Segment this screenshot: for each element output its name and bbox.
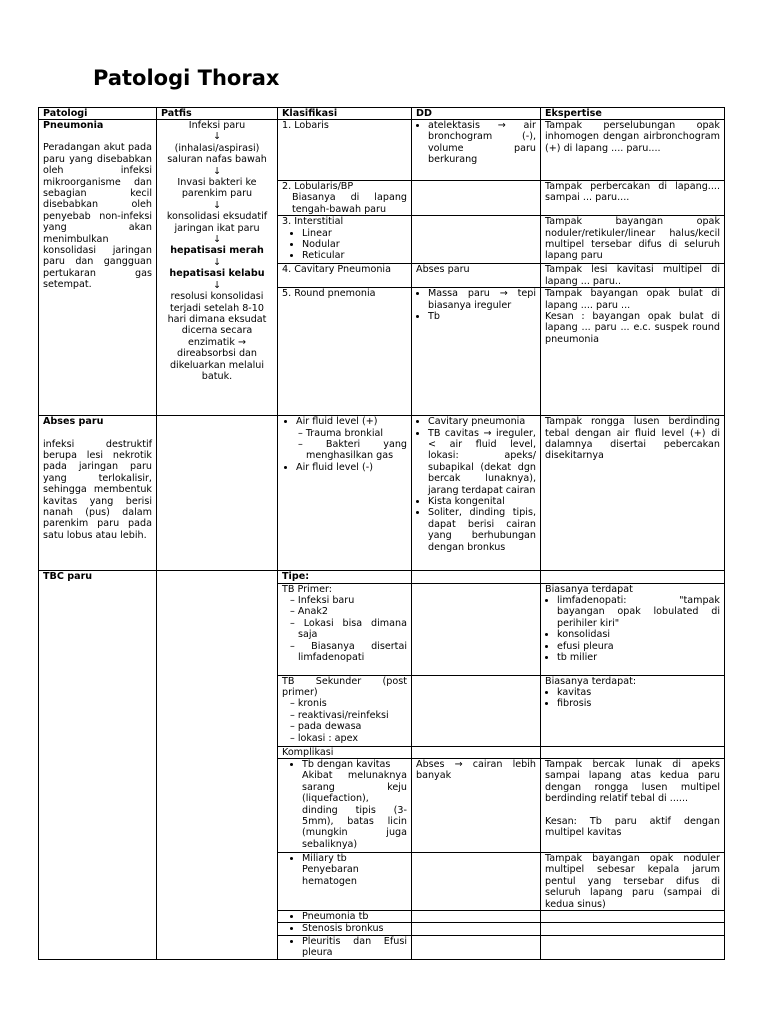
ekspertise-cell (541, 759, 725, 853)
list-item: • kavitas (557, 687, 720, 698)
header-klasifikasi: Klasifikasi (278, 108, 412, 120)
klasifikasi-cell (278, 759, 412, 853)
klasifikasi-cell: Tipe: (278, 571, 412, 583)
dd-cell (412, 675, 541, 746)
list-item: • Tb (428, 311, 536, 322)
list-item: • limfadenopati: "tampak bayangan opak lobulated di perihiler kiri" (557, 595, 720, 629)
dd-cell (412, 853, 541, 911)
klasifikasi-cell (278, 853, 412, 911)
ekspertise-kesan: Kesan : bayangan opak bulat di lapang ... paru ... e.c. suspek round pneumonia (545, 311, 720, 345)
dd-cell (412, 583, 541, 675)
list-item: • Stenosis bronkus (302, 923, 407, 934)
list-item: – kronis (298, 698, 407, 709)
klasifikasi-cell: 1. Lobaris (278, 120, 412, 181)
list-item: – Bakteri yang menghasilkan gas (306, 439, 407, 462)
list-item: • Massa paru → tepi biasanya ireguler (428, 288, 536, 311)
dd-cell (412, 571, 541, 583)
header-patfis: Patfis (157, 108, 278, 120)
klasifikasi-label: 3. Interstitial (282, 216, 344, 228)
list-item: • Pneumonia tb (302, 911, 407, 922)
header-dd: DD (412, 108, 541, 120)
ekspertise-cell (541, 746, 725, 758)
ekspertise-cell (541, 935, 725, 959)
klasifikasi-cell (278, 416, 412, 571)
arrow-down-icon: ↓ (212, 234, 222, 246)
list-item: – lokasi : apex (298, 733, 407, 744)
arrow-down-icon: ↓ (212, 256, 222, 268)
patfis-step: (inhalasi/aspirasi) saluran nafas bawah (167, 142, 267, 166)
ekspertise-cell (541, 288, 725, 416)
ekspertise-cell: Tampak bayangan opak noduler/retikuler/linear halus/kecil multipel tersebar difus di seluruh lapang paru (541, 216, 725, 264)
list-item: • Nodular (302, 239, 407, 250)
klasifikasi-cell: Komplikasi (278, 746, 412, 758)
klasifikasi-cell (278, 181, 412, 216)
tbc-cell (39, 571, 157, 959)
dd-cell (412, 216, 541, 264)
tbc-name: TBC paru (43, 571, 93, 583)
dd-cell: Abses paru (412, 264, 541, 288)
pneumonia-patfis (157, 120, 278, 416)
list-item: • efusi pleura (557, 641, 720, 652)
list-item (302, 759, 407, 850)
header-ekspertise: Ekspertise (541, 108, 725, 120)
klasifikasi-label: TB Primer: (282, 583, 332, 595)
klasifikasi-label: 2. Lobularis/BP (282, 181, 354, 192)
table-header-row (39, 108, 725, 120)
list-item: – Biasanya disertai limfadenopati (298, 641, 407, 664)
arrow-down-icon: ↓ (212, 165, 222, 177)
list-item: • Cavitary pneumonia (428, 416, 536, 427)
ekspertise-cell: Tampak lesi kavitasi multipel di lapang ... paru.. (541, 264, 725, 288)
klasifikasi-cell (278, 675, 412, 746)
list-item-label: Miliary tb (302, 853, 347, 865)
dd-cell: Abses → cairan lebih banyak (412, 759, 541, 853)
dd-cell (412, 120, 541, 181)
table-row (39, 571, 725, 583)
abses-cell (39, 416, 157, 571)
list-item: • Kista kongenital (428, 496, 536, 507)
ekspertise-cell (541, 571, 725, 583)
dd-cell (412, 288, 541, 416)
ekspertise-text: Biasanya terdapat (545, 583, 633, 595)
ekspertise-cell (541, 583, 725, 675)
list-item (296, 416, 407, 462)
abses-patfis (157, 416, 278, 571)
list-item: – reaktivasi/reinfeksi (298, 710, 407, 721)
ekspertise-text: Tampak bayangan opak bulat di lapang .... paru ... (545, 288, 720, 311)
list-item: – Trauma bronkial (306, 428, 407, 439)
pneumonia-name: Pneumonia (43, 120, 104, 131)
ekspertise-cell: Tampak rongga lusen berdinding tebal dengan air fluid level (+) di dalamnya disertai pebercakan disekitarnya (541, 416, 725, 571)
pathology-table (38, 107, 725, 960)
list-item-desc: Akibat melunaknya sarang keju (liquefaction), dinding tipis (3-5mm), batas licin (mungkin juga sebaliknya) (302, 770, 407, 850)
table-row (39, 416, 725, 571)
pneumonia-cell (39, 120, 157, 416)
ekspertise-cell (541, 911, 725, 923)
dd-cell (412, 181, 541, 216)
arrow-down-icon: ↓ (212, 199, 222, 211)
list-item: • Pleuritis dan Efusi pleura (302, 936, 407, 959)
klasifikasi-cell (278, 583, 412, 675)
list-item: • tb milier (557, 652, 720, 663)
dd-cell (412, 923, 541, 935)
list-item: • atelektasis → air bronchogram (-), volume paru berkurang (428, 120, 536, 166)
arrow-down-icon: ↓ (212, 131, 222, 143)
patfis-step: resolusi konsolidasi terjadi setelah 8-10 hari dimana eksudat dicerna secara enzimatik → direabsorbsi dan dikeluarkan melalui batuk. (167, 291, 267, 382)
abses-name: Abses paru (43, 416, 104, 428)
list-item-label: Tb dengan kavitas (302, 759, 391, 771)
ekspertise-kesan: Kesan: Tb paru aktif dengan multipel kavitas (545, 815, 720, 839)
list-item: • konsolidasi (557, 629, 720, 640)
table-row (39, 120, 725, 181)
list-item: • Air fluid level (-) (296, 462, 407, 473)
dd-cell (412, 935, 541, 959)
list-item (302, 853, 407, 887)
header-patologi: Patologi (39, 108, 157, 120)
ekspertise-text: Biasanya terdapat: (545, 675, 637, 687)
ekspertise-cell (541, 675, 725, 746)
klasifikasi-label: TB Sekunder (post primer) (282, 675, 407, 699)
list-item: – Anak2 (298, 606, 407, 617)
klasifikasi-note: Biasanya di lapang tengah-bawah paru (292, 192, 407, 215)
patfis-step: hepatisasi kelabu (169, 268, 265, 280)
list-item: • fibrosis (557, 698, 720, 709)
klasifikasi-cell (278, 923, 412, 935)
list-item: – Infeksi baru (298, 595, 407, 606)
klasifikasi-cell (278, 216, 412, 264)
ekspertise-cell: Tampak perbercakan di lapang.... sampai ... paru.... (541, 181, 725, 216)
list-item: – pada dewasa (298, 721, 407, 732)
dd-cell (412, 746, 541, 758)
list-item: • Soliter, dinding tipis, dapat berisi cairan yang berhubungan dengan bronkus (428, 507, 536, 553)
ekspertise-text: Tampak bercak lunak di apeks sampai lapang atas kedua paru dengan rongga lusen multipel berdinding relatif tebal di ...... (545, 759, 720, 805)
klasifikasi-cell (278, 911, 412, 923)
tbc-patfis (157, 571, 278, 959)
pneumonia-desc: Peradangan akut pada paru yang disebabkan oleh infeksi mikroorganisme dan sebagian kecil disebabkan oleh penyebab non-infeksi yang akan menimbulkan konsolidasi jaringan paru dan gangguan pertukaran gas setempat. (43, 142, 152, 291)
ekspertise-cell: Tampak bayangan opak noduler multipel sebesar kepala jarum pentul yang tersebar difus di seluruh lapang paru (sampai di kedua sinus) (541, 853, 725, 911)
list-item: • TB cavitas → ireguler, < air fluid level, lokasi: apeks/ subapikal (dekat dgn bercak lunaknya), jarang terdapat cairan (428, 428, 536, 496)
patfis-step: hepatisasi merah (170, 245, 264, 257)
klasifikasi-cell (278, 935, 412, 959)
list-item: – Lokasi bisa dimana saja (298, 618, 407, 641)
page-title: Patologi Thorax (93, 66, 280, 90)
patfis-step: Infeksi paru (188, 120, 246, 131)
dd-cell (412, 416, 541, 571)
list-item-desc: Penyebaran hematogen (302, 864, 359, 887)
dd-cell (412, 911, 541, 923)
arrow-down-icon: ↓ (212, 279, 222, 291)
abses-desc: infeksi destruktif berupa lesi nekrotik pada jaringan paru yang terlokalisir, sehingga membentuk kavitas yang berisi nanah (pus) dalam parenkim paru pada satu lobus atau lebih. (43, 438, 152, 541)
klasifikasi-cell: 5. Round pnemonia (278, 288, 412, 416)
klasifikasi-cell: 4. Cavitary Pneumonia (278, 264, 412, 288)
ekspertise-cell (541, 923, 725, 935)
list-item-label: Air fluid level (+) (296, 416, 378, 428)
list-item: • Reticular (302, 250, 407, 261)
ekspertise-cell: Tampak perselubungan opak inhomogen dengan airbronchogram (+) di lapang .... paru.... (541, 120, 725, 181)
list-item: • Linear (302, 228, 407, 239)
patfis-step: Invasi bakteri ke parenkim paru (177, 177, 257, 200)
patfis-step: konsolidasi eksudatif jaringan ikat paru (166, 211, 268, 234)
